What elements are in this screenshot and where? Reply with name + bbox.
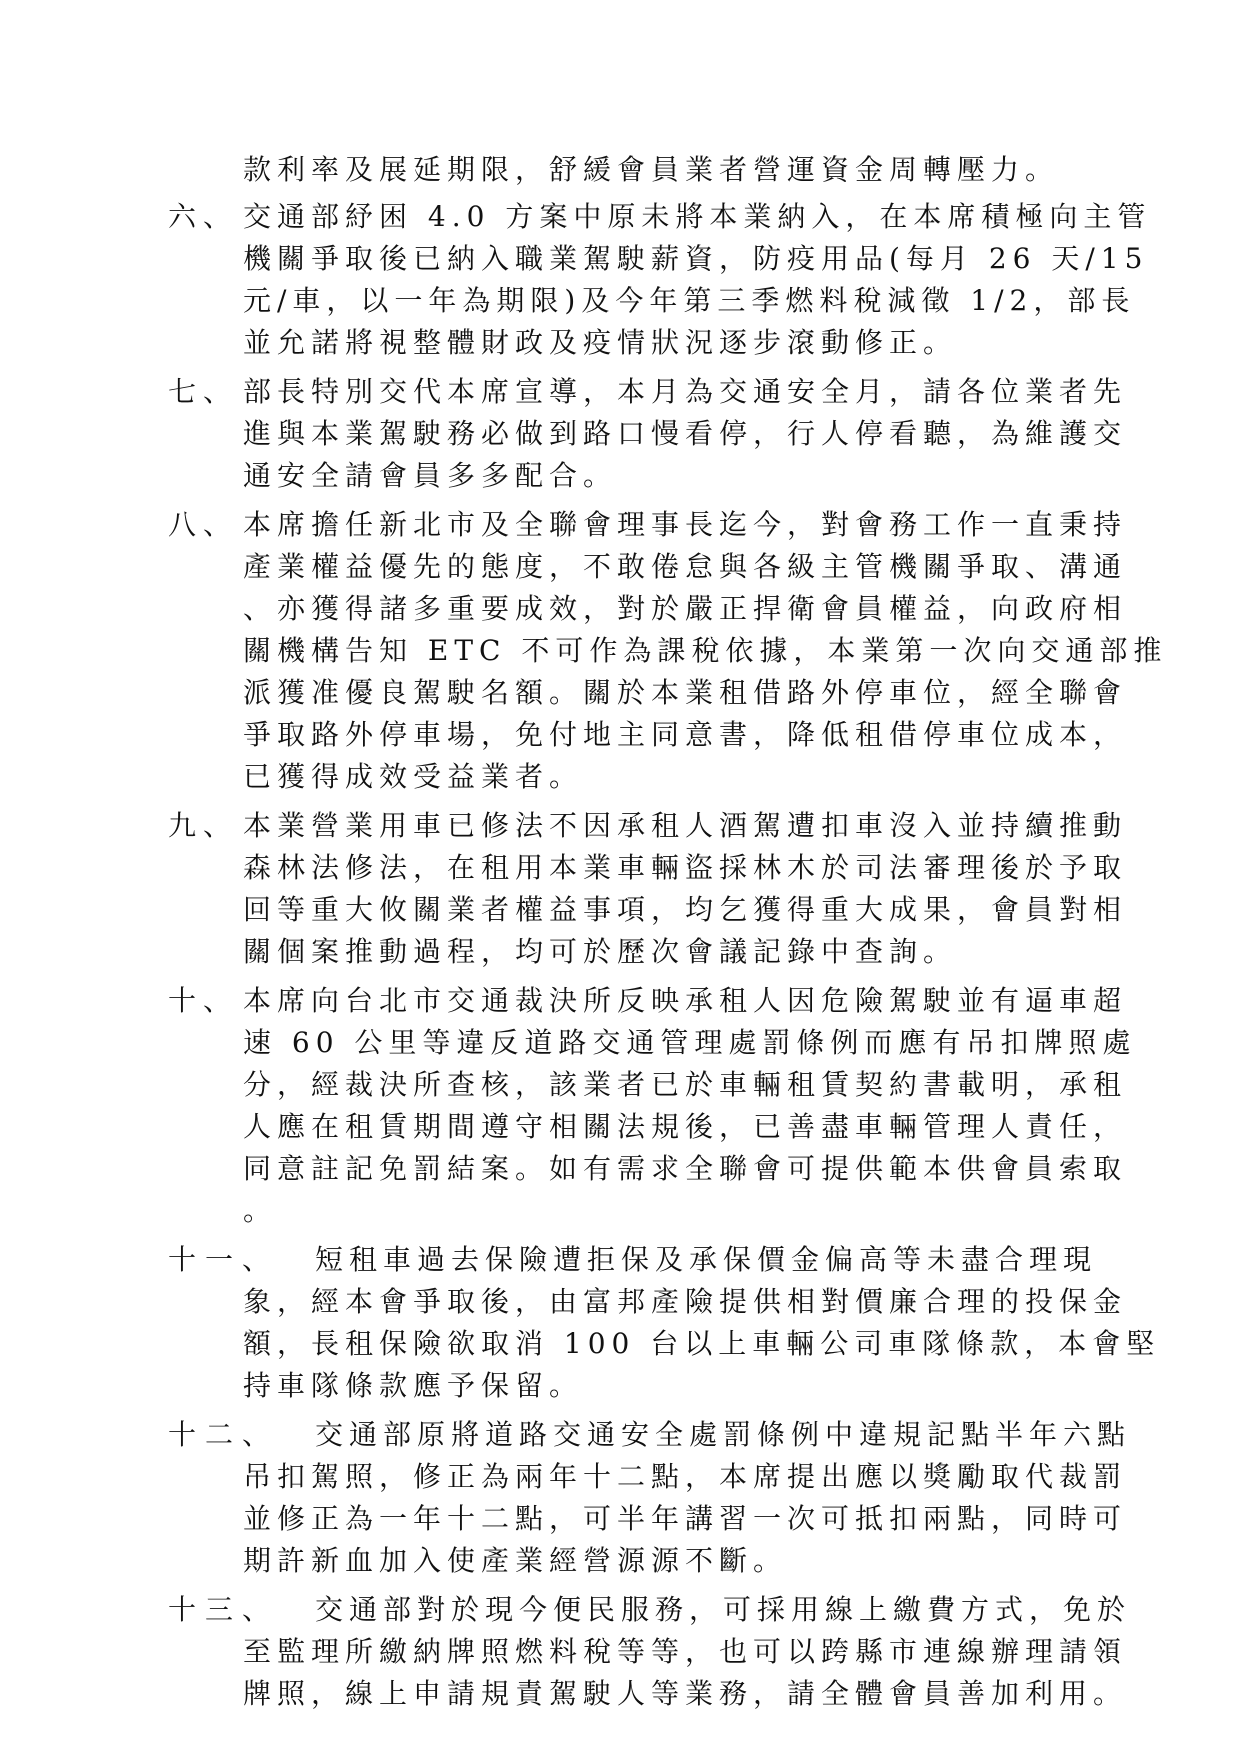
item-text-line: 關機構告知 ETC 不可作為課稅依據，本業第一次向交通部推 <box>243 634 1168 667</box>
item-number: 十一、 <box>168 1243 280 1276</box>
item-text-line: 進與本業駕駛務必做到路口慢看停，行人停看聽，為維護交 <box>243 417 1128 450</box>
numbered-item <box>168 1239 1161 1407</box>
continued-paragraph-line: 款利率及展延期限，舒緩會員業者營運資金周轉壓力。 <box>243 153 1060 186</box>
item-number: 九、 <box>168 809 239 842</box>
item-text-line: 。 <box>243 1194 278 1227</box>
item-text-line: 交通部原將道路交通安全處罰條例中違規記點半年六點 <box>315 1418 1132 1451</box>
item-text <box>243 504 1168 798</box>
item-text-line: 元/車，以一年為期限)及今年第三季燃料稅減徵 1/2，部長 <box>243 284 1136 317</box>
numbered-item <box>168 980 1137 1232</box>
item-text-line: 並修正為一年十二點，可半年講習一次可抵扣兩點，同時可 <box>243 1502 1128 1535</box>
item-text-line: 交通部對於現今便民服務，可採用線上繳費方式，免於 <box>315 1593 1132 1626</box>
item-text-line: 機關爭取後已納入職業駕駛薪資，防疫用品(每月 26 天/15 <box>243 242 1149 275</box>
item-text-line: 交通部紓困 4.0 方案中原未將本業納入，在本席積極向主管 <box>243 200 1152 233</box>
item-text <box>243 1239 1161 1407</box>
item-text-line: 並允諾將視整體財政及疫情狀況逐步滾動修正。 <box>243 326 958 359</box>
item-text-line: 人應在租賃期間遵守相關法規後，已善盡車輛管理人責任， <box>243 1110 1128 1143</box>
item-text <box>243 1589 1132 1715</box>
item-number: 八、 <box>168 508 239 541</box>
item-text-line: 速 60 公里等違反道路交通管理處罰條例而應有吊扣牌照處 <box>243 1026 1137 1059</box>
item-text-line: 額，長租保險欲取消 100 台以上車輛公司車隊條款，本會堅 <box>243 1327 1161 1360</box>
item-text-line: 產業權益優先的態度，不敢倦怠與各級主管機關爭取、溝通 <box>243 550 1128 583</box>
item-text-line: 至監理所繳納牌照燃料稅等等，也可以跨縣市連線辦理請領 <box>243 1635 1128 1668</box>
item-text <box>243 371 1128 497</box>
item-text-line: 部長特別交代本席宣導，本月為交通安全月，請各位業者先 <box>243 375 1128 408</box>
item-text-line: 期許新血加入使產業經營源源不斷。 <box>243 1544 788 1577</box>
item-text-line: 吊扣駕照，修正為兩年十二點，本席提出應以獎勵取代裁罰 <box>243 1460 1128 1493</box>
numbered-item <box>168 805 1128 973</box>
item-text-line: 關個案推動過程，均可於歷次會議記錄中查詢。 <box>243 935 958 968</box>
item-text-line: 分，經裁決所查核，該業者已於車輛租賃契約書載明，承租 <box>243 1068 1128 1101</box>
numbered-item <box>168 1589 1132 1715</box>
item-text <box>243 196 1152 364</box>
item-text-line: 本業營業用車已修法不因承租人酒駕遭扣車沒入並持續推動 <box>243 809 1128 842</box>
item-text-line: 同意註記免罰結案。如有需求全聯會可提供範本供會員索取 <box>243 1152 1128 1185</box>
item-text-line: 本席向台北市交通裁決所反映承租人因危險駕駛並有逼車超 <box>243 984 1128 1017</box>
item-text-line: 爭取路外停車場，免付地主同意書，降低租借停車位成本， <box>243 718 1128 751</box>
numbered-item <box>168 196 1152 364</box>
item-text-line: 短租車過去保險遭拒保及承保價金偏高等未盡合理現 <box>315 1243 1098 1276</box>
item-number: 十二、 <box>168 1418 280 1451</box>
item-number: 十三、 <box>168 1593 280 1626</box>
numbered-item <box>168 371 1128 497</box>
item-text-line: 象，經本會爭取後，由富邦產險提供相對價廉合理的投保金 <box>243 1285 1128 1318</box>
numbered-item <box>168 1414 1132 1582</box>
item-text-line: 牌照，線上申請規責駕駛人等業務，請全體會員善加利用。 <box>243 1677 1128 1710</box>
item-text <box>243 980 1137 1232</box>
item-number: 六、 <box>168 200 239 233</box>
item-text-line: 派獲准優良駕駛名額。關於本業租借路外停車位，經全聯會 <box>243 676 1128 709</box>
item-text <box>243 805 1128 973</box>
item-text-line: 森林法修法，在租用本業車輛盜採林木於司法審理後於予取 <box>243 851 1128 884</box>
item-number: 十、 <box>168 984 239 1017</box>
item-text-line: 持車隊條款應予保留。 <box>243 1369 584 1402</box>
item-text-line: 已獲得成效受益業者。 <box>243 760 584 793</box>
numbered-item <box>168 504 1168 798</box>
item-text-line: 回等重大攸關業者權益事項，均乞獲得重大成果，會員對相 <box>243 893 1128 926</box>
numbered-item-list <box>168 196 1168 1722</box>
item-text-line: 本席擔任新北市及全聯會理事長迄今，對會務工作一直秉持 <box>243 508 1128 541</box>
item-text-line: 通安全請會員多多配合。 <box>243 459 618 492</box>
item-text-line: 、亦獲得諸多重要成效，對於嚴正捍衛會員權益，向政府相 <box>243 592 1128 625</box>
item-text <box>243 1414 1132 1582</box>
item-number: 七、 <box>168 375 239 408</box>
